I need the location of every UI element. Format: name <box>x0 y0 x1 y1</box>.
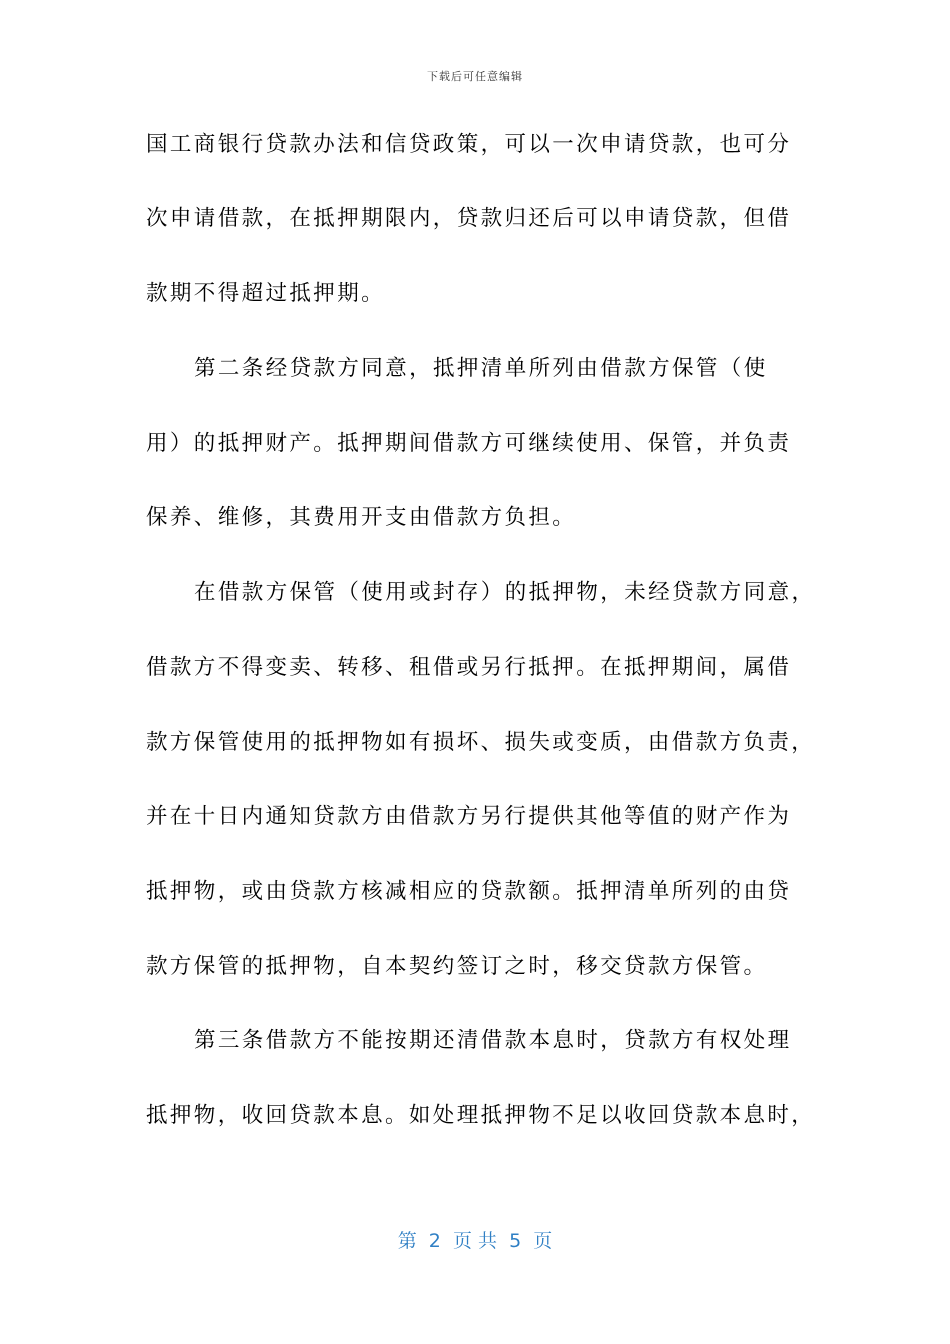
paragraph-4-line-2: 抵押物，收回贷款本息。如处理抵押物不足以收回贷款本息时， <box>146 1103 816 1128</box>
paragraph-1-line-3: 款期不得超过抵押期。 <box>146 281 386 306</box>
header-note: 下载后可任意编辑 <box>427 70 523 83</box>
paragraph-3-line-4: 并在十日内通知贷款方由借款方另行提供其他等值的财产作为 <box>146 804 792 829</box>
paragraph-3-line-5: 抵押物，或由贷款方核减相应的贷款额。抵押清单所列的由贷 <box>146 879 792 904</box>
paragraph-3-line-6: 款方保管的抵押物，自本契约签订之时，移交贷款方保管。 <box>146 954 768 979</box>
paragraph-2-line-3: 保养、维修，其费用开支由借款方负担。 <box>146 505 577 530</box>
paragraph-3-line-1: 在借款方保管（使用或封存）的抵押物，未经贷款方同意， <box>194 580 816 605</box>
paragraph-2-line-1: 第二条经贷款方同意，抵押清单所列由借款方保管（使 <box>194 356 768 381</box>
page-number-footer: 第 2 页 共 5 页 <box>397 1230 553 1252</box>
paragraph-1-line-2: 次申请借款，在抵押期限内，贷款归还后可以申请贷款，但借 <box>146 206 792 231</box>
paragraph-1-line-1: 国工商银行贷款办法和信贷政策，可以一次申请贷款，也可分 <box>146 132 792 157</box>
paragraph-4-line-1: 第三条借款方不能按期还清借款本息时，贷款方有权处理 <box>194 1028 792 1053</box>
paragraph-3-line-3: 款方保管使用的抵押物如有损坏、损失或变质，由借款方负责， <box>146 730 816 755</box>
paragraph-3-line-2: 借款方不得变卖、转移、租借或另行抵押。在抵押期间，属借 <box>146 655 792 680</box>
paragraph-2-line-2: 用）的抵押财产。抵押期间借款方可继续使用、保管，并负责 <box>146 431 792 456</box>
